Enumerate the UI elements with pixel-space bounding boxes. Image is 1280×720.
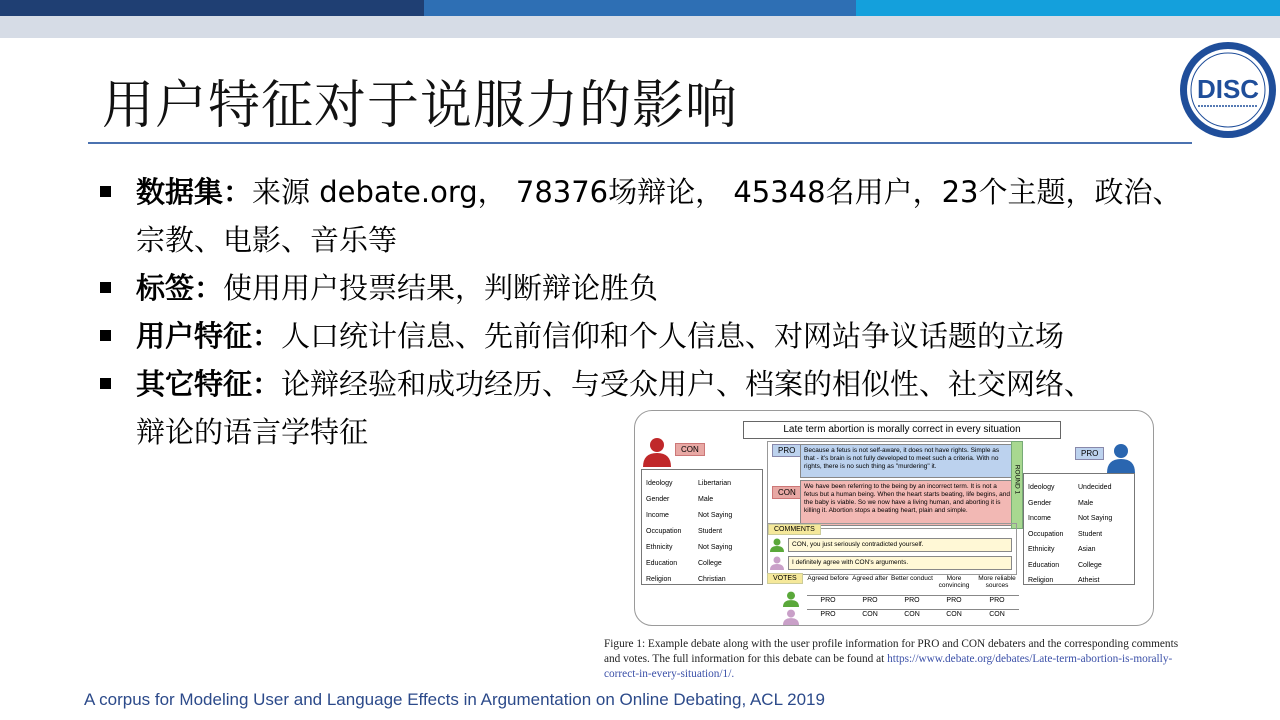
votes-table (807, 573, 1019, 623)
round-label: ROUND 1 (1013, 464, 1021, 495)
bullet-text: 人口统计信息、先前信仰和个人信息、对网站争议话题的立场 (281, 319, 1065, 353)
vote-header: Better conduct (891, 575, 933, 582)
caption-link[interactable]: https://www.debate.org/debates/Late-term-abortion-is-morally-correct-in-every-situation/1/. (604, 653, 1173, 680)
con-profile-keys: Ideology Gender Income Occupation Ethnicity Education Religion (646, 480, 682, 583)
pro-profile-values: Undecided Male Not Saying Student Asian College Atheist (1078, 484, 1113, 584)
vote-header: Agreed before (807, 575, 849, 582)
disc-logo (1176, 38, 1280, 142)
voter-icon (783, 609, 799, 625)
bullet-text: 论辩经验和成功经历、与受众用户、档案的相似性、社交网络、 (281, 367, 1094, 401)
pro-profile-keys: Ideology Gender Income Occupation Ethnicity Education Religion (1028, 484, 1064, 584)
comment-1: CON, you just seriously contradicted yourself. (788, 538, 1012, 552)
comment-2: I definitely agree with CON's arguments. (788, 556, 1012, 570)
bullet-label: 数据集： (136, 175, 253, 209)
pro-profile (1023, 473, 1135, 585)
commenter-icon (770, 538, 784, 552)
top-banner (0, 0, 1280, 38)
pro-argument: Because a fetus is not self-aware, it does not have rights. Simple as that - it's brain is not fully developed to meet such a criteria. With no rights, there is no such thing as "murdering" it. (800, 444, 1014, 478)
bullet-dataset (100, 168, 1200, 264)
con-tag: CON (675, 443, 705, 456)
logo-text: DISC (1196, 74, 1260, 104)
vote-row: PRO PRO PRO PRO PRO (807, 597, 1019, 610)
con-user-icon (641, 435, 673, 467)
round-marker (1011, 441, 1023, 529)
con-profile-values: Libertarian Male Not Saying Student Not Saying College Christian (698, 480, 733, 583)
figure-caption (604, 637, 1184, 682)
round-panel (767, 441, 1017, 529)
votes-header-row (807, 573, 1019, 596)
bullet-marker (100, 282, 111, 293)
bullet-text: 使用用户投票结果，判断辩论胜负 (223, 271, 659, 305)
pro-arg-tag: PRO (772, 444, 801, 457)
bullet-text-cont: 宗教、电影、音乐等 (136, 223, 398, 257)
con-arg-tag: CON (772, 486, 802, 499)
pro-tag: PRO (1075, 447, 1104, 460)
vote-header: Agreed after (852, 575, 888, 582)
debate-title: Late term abortion is morally correct in every situation (743, 421, 1061, 439)
bullet-text-cont: 辩论的语言学特征 (136, 415, 369, 449)
debate-figure (634, 410, 1154, 626)
banner-segment-light (856, 0, 1280, 16)
bullet-marker (100, 186, 111, 197)
vote-header: More convincing (938, 575, 970, 589)
bullet-text: 来源 debate.org， 78376场辩论， 45348名用户，23个主题，政治、 (252, 175, 1182, 209)
citation-footer: A corpus for Modeling User and Language Effects in Argumentation on Online Debating, ACL 2019 (84, 690, 825, 709)
comments-tag: COMMENTS (768, 524, 821, 535)
con-argument: We have been referring to the being by an incorrect term. It is not a fetus but a human being. When the heart starts beating, life begins, and the baby is viable. So we now have a living human, and aborting it is killing it. Abortion stops a beating heart, plain and simple. (800, 480, 1014, 526)
comments-panel (767, 523, 1017, 575)
banner-segment-dark (0, 0, 424, 16)
voter-icon (783, 591, 799, 607)
caption-text: Figure 1: Example debate along with the user profile information for PRO and CON debaters and the corresponding comments and votes. The full information for this debate can be found at (604, 638, 1179, 665)
votes-tag: VOTES (767, 573, 803, 584)
pro-user-icon (1105, 441, 1137, 473)
slide-title: 用户特征对于说服力的影响 (102, 76, 739, 136)
bullet-user-features (100, 312, 1200, 360)
bullet-marker (100, 378, 111, 389)
title-underline (88, 142, 1192, 144)
bullet-label: 用户特征： (136, 319, 282, 353)
bullet-label: 其它特征： (136, 367, 282, 401)
bullet-marker (100, 330, 111, 341)
bullet-label: 标签： (136, 271, 224, 305)
vote-row: PRO CON CON CON CON (820, 611, 1005, 618)
vote-header: More reliable sources (978, 575, 1016, 589)
banner-segment-mid (424, 0, 856, 16)
commenter-icon (770, 556, 784, 570)
con-profile (641, 469, 763, 585)
bullet-label-source (100, 264, 1200, 312)
